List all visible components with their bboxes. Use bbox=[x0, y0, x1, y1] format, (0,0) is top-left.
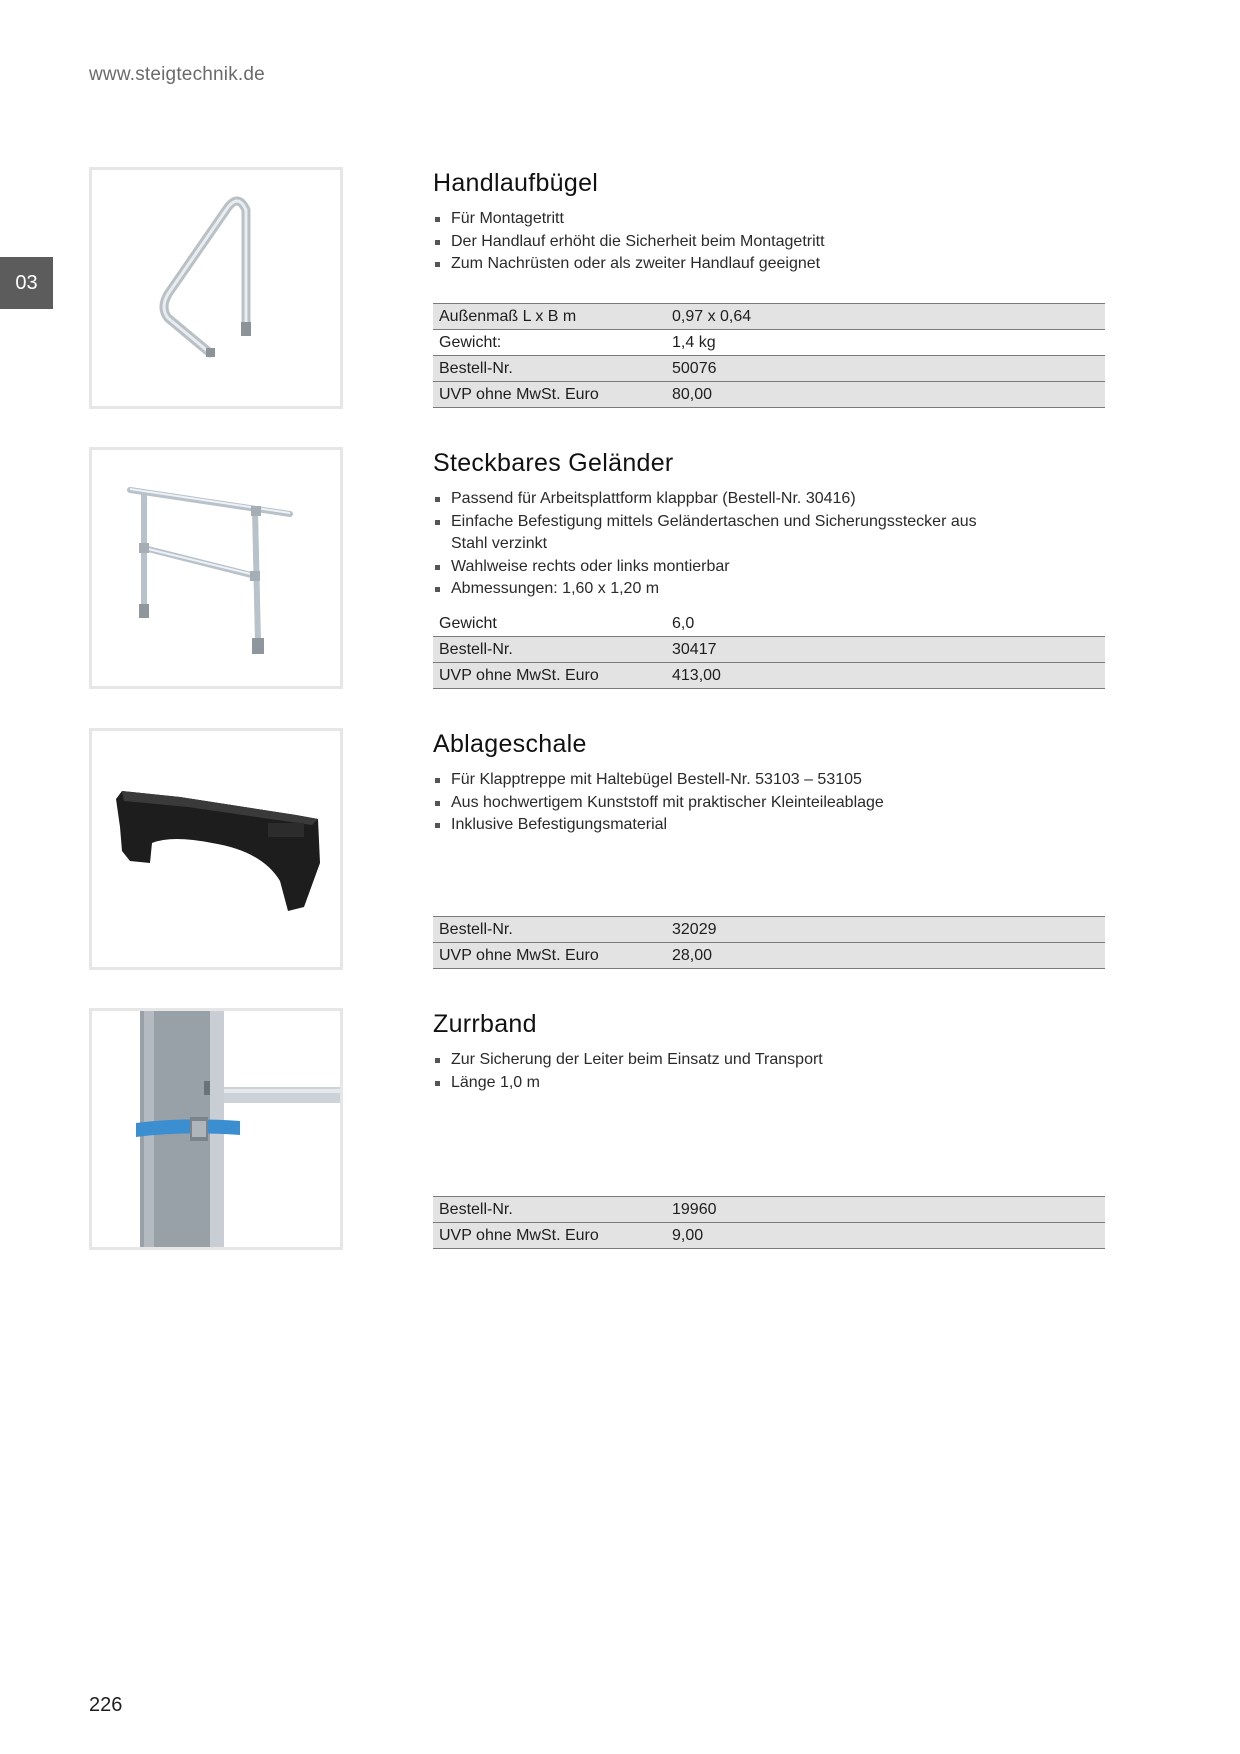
spec-label: Bestell-Nr. bbox=[433, 917, 666, 943]
page-number: 226 bbox=[89, 1694, 123, 1716]
feature-item: Wahlweise rechts oder links montierbar bbox=[433, 556, 1105, 579]
spec-value: 28,00 bbox=[666, 943, 1105, 969]
spec-value: 50076 bbox=[666, 356, 1105, 382]
product-title: Ablageschale bbox=[433, 730, 587, 758]
spec-table bbox=[433, 1196, 1105, 1249]
table-row bbox=[433, 356, 1105, 382]
spec-table bbox=[433, 303, 1105, 408]
spec-value: 6,0 bbox=[666, 611, 1105, 637]
spec-label: UVP ohne MwSt. Euro bbox=[433, 663, 666, 689]
railing-image bbox=[89, 447, 343, 689]
website-url: www.steigtechnik.de bbox=[89, 64, 265, 85]
table-row bbox=[433, 330, 1105, 356]
spec-label: UVP ohne MwSt. Euro bbox=[433, 1223, 666, 1249]
product-title: Handlaufbügel bbox=[433, 169, 599, 197]
feature-item: Aus hochwertigem Kunststoff mit praktischer Kleinteileablage bbox=[433, 792, 1105, 815]
table-row bbox=[433, 1197, 1105, 1223]
product-title: Zurrband bbox=[433, 1010, 537, 1038]
spec-value: 30417 bbox=[666, 637, 1105, 663]
product-title: Steckbares Geländer bbox=[433, 449, 674, 477]
chapter-tab: 03 bbox=[0, 257, 53, 309]
feature-item: Einfache Befestigung mittels Geländertaschen und Sicherungsstecker aus Stahl verzinkt bbox=[433, 511, 1011, 556]
spec-label: UVP ohne MwSt. Euro bbox=[433, 382, 666, 408]
spec-value: 80,00 bbox=[666, 382, 1105, 408]
spec-value: 1,4 kg bbox=[666, 330, 1105, 356]
feature-item: Länge 1,0 m bbox=[433, 1072, 1105, 1095]
feature-item: Für Montagetritt bbox=[433, 208, 1105, 231]
feature-item: Passend für Arbeitsplattform klappbar (Bestell-Nr. 30416) bbox=[433, 488, 1105, 511]
lashing-strap-image bbox=[89, 1008, 343, 1250]
spec-value: 413,00 bbox=[666, 663, 1105, 689]
spec-label: Außenmaß L x B m bbox=[433, 304, 666, 330]
feature-item: Der Handlauf erhöht die Sicherheit beim Montagetritt bbox=[433, 231, 1105, 254]
table-row bbox=[433, 663, 1105, 689]
table-row bbox=[433, 382, 1105, 408]
spec-value: 19960 bbox=[666, 1197, 1105, 1223]
spec-label: UVP ohne MwSt. Euro bbox=[433, 943, 666, 969]
handrail-bracket-image bbox=[89, 167, 343, 409]
feature-item: Für Klapptreppe mit Haltebügel Bestell-Nr. 53103 – 53105 bbox=[433, 769, 1105, 792]
feature-item: Zur Sicherung der Leiter beim Einsatz und Transport bbox=[433, 1049, 1105, 1072]
table-row bbox=[433, 1223, 1105, 1249]
feature-item: Zum Nachrüsten oder als zweiter Handlauf geeignet bbox=[433, 253, 1105, 276]
spec-label: Gewicht bbox=[433, 611, 666, 637]
spec-label: Bestell-Nr. bbox=[433, 637, 666, 663]
feature-item: Inklusive Befestigungsmaterial bbox=[433, 814, 1105, 837]
table-row bbox=[433, 943, 1105, 969]
spec-label: Gewicht: bbox=[433, 330, 666, 356]
feature-item: Abmessungen: 1,60 x 1,20 m bbox=[433, 578, 1105, 601]
spec-table bbox=[433, 611, 1105, 689]
spec-value: 9,00 bbox=[666, 1223, 1105, 1249]
spec-value: 0,97 x 0,64 bbox=[666, 304, 1105, 330]
spec-label: Bestell-Nr. bbox=[433, 1197, 666, 1223]
table-row bbox=[433, 611, 1105, 637]
spec-label: Bestell-Nr. bbox=[433, 356, 666, 382]
table-row bbox=[433, 917, 1105, 943]
table-row bbox=[433, 304, 1105, 330]
table-row bbox=[433, 637, 1105, 663]
spec-table bbox=[433, 916, 1105, 969]
spec-value: 32029 bbox=[666, 917, 1105, 943]
storage-tray-image bbox=[89, 728, 343, 970]
